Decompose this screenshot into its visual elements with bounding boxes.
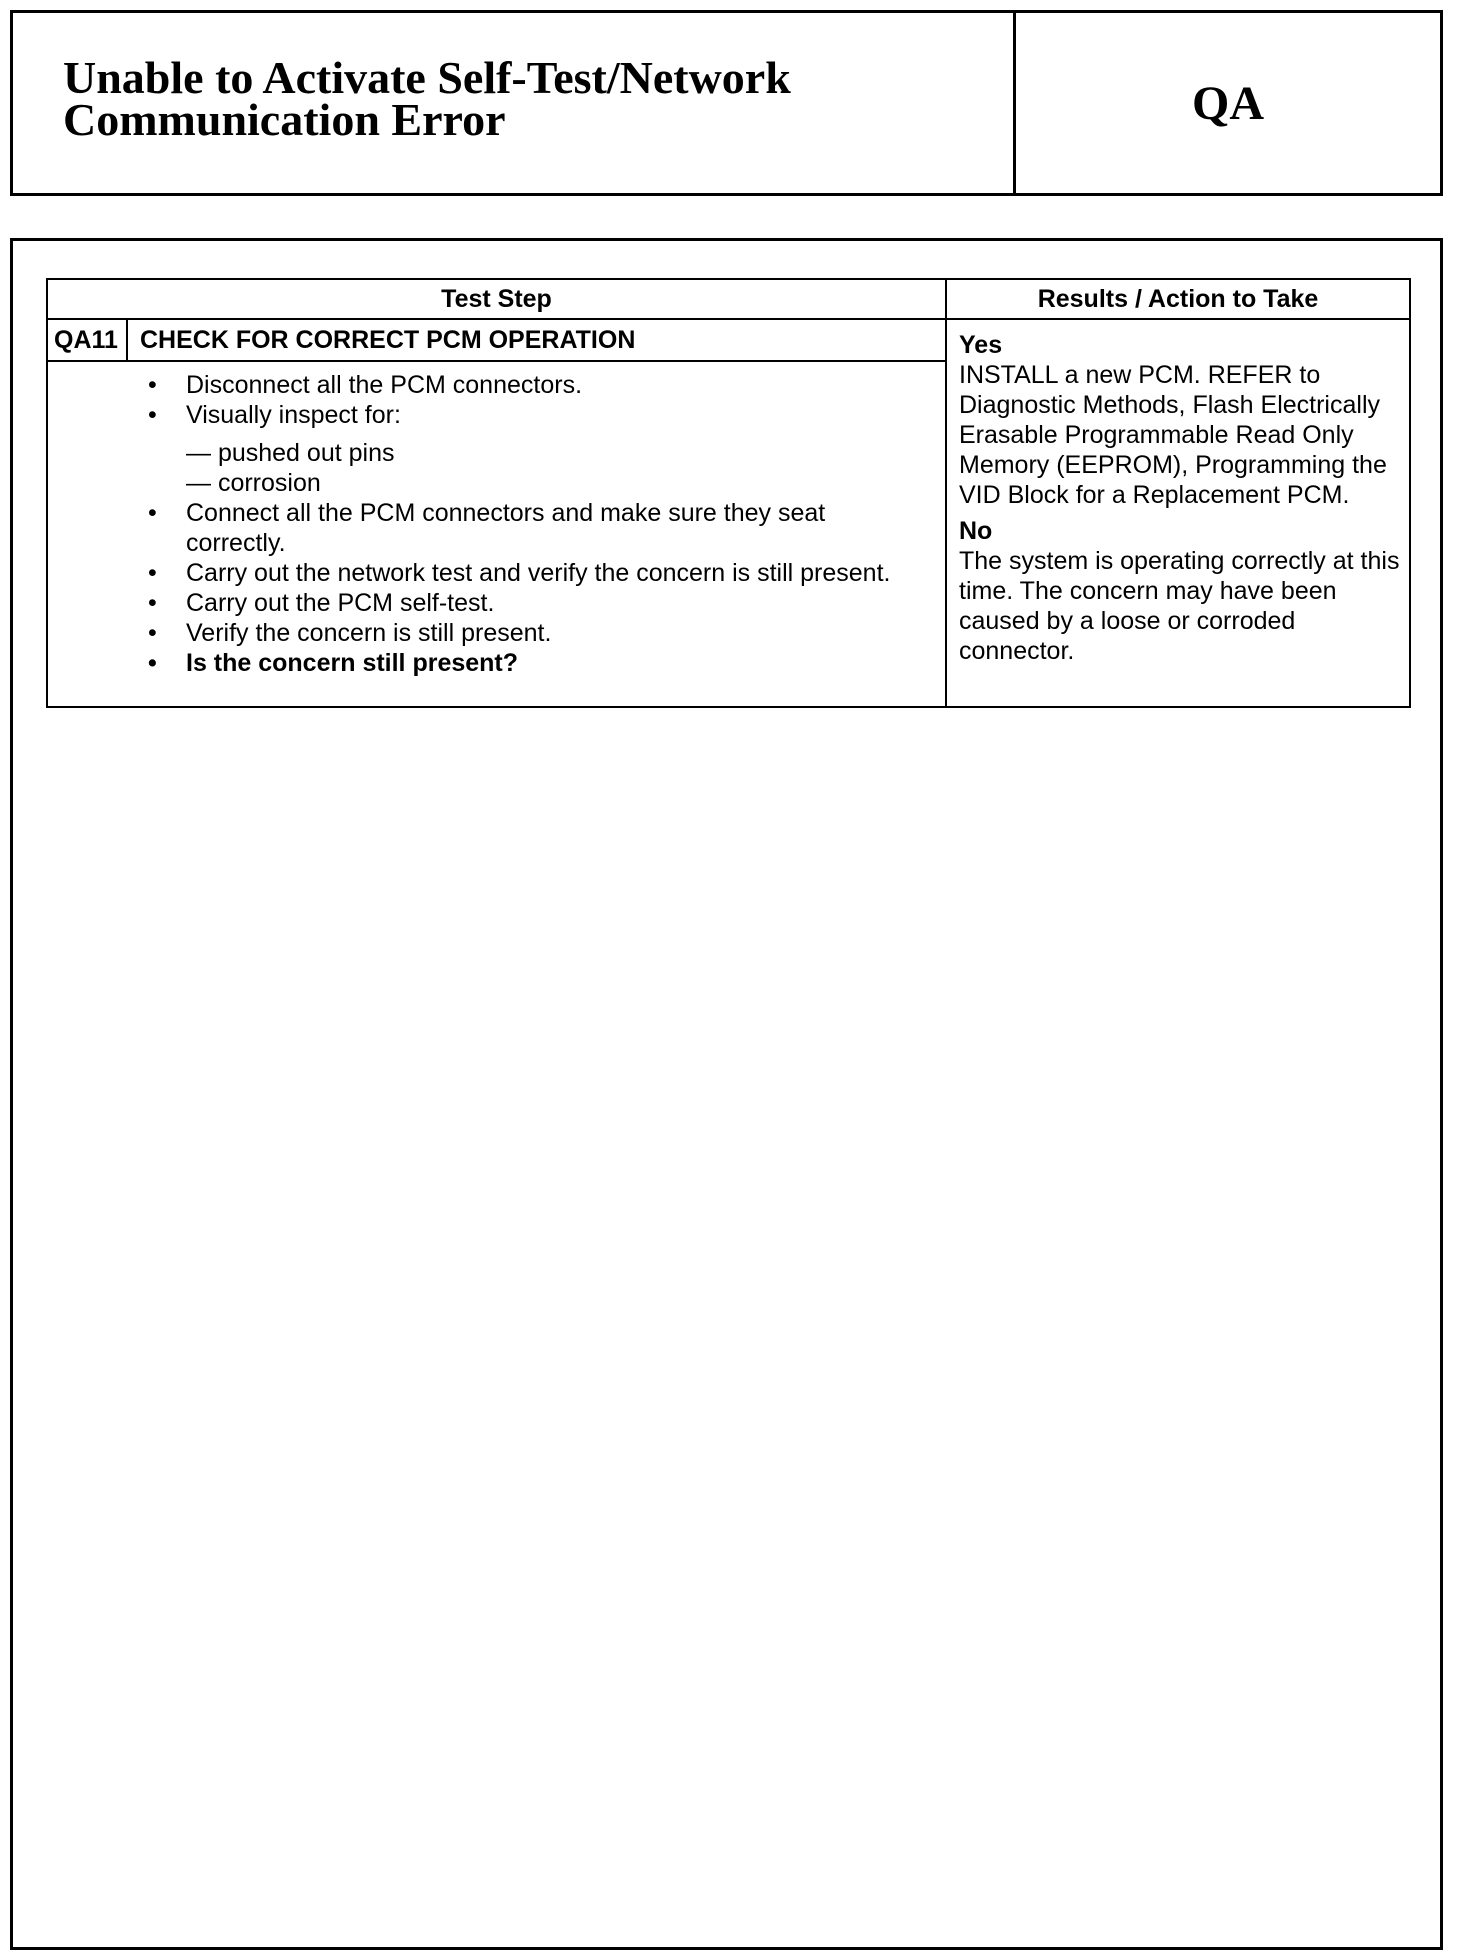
result-no-label: No: [959, 517, 993, 545]
list-item: • Carry out the PCM self-test.: [148, 589, 495, 617]
bullet-icon: •: [148, 649, 157, 677]
bullet-icon: •: [148, 589, 157, 617]
test-step-table: [46, 278, 1411, 708]
bullet-icon: •: [148, 371, 157, 399]
list-item: • Verify the concern is still present.: [148, 619, 552, 647]
result-yes-label: Yes: [959, 331, 1003, 359]
step-heading-row: [47, 319, 1410, 361]
page-title-line1: Unable to Activate Self-Test/Network: [63, 52, 791, 103]
bullet-icon: •: [148, 499, 157, 527]
page-title-line2: Communication Error: [63, 94, 506, 145]
header-title-cell: [13, 13, 1016, 193]
list-item: • Disconnect all the PCM connectors.: [148, 371, 583, 399]
result-no-text: The system is operating correctly at this time. The concern may have been caused by a loose or corroded connector.: [959, 547, 1400, 665]
step-heading: CHECK FOR CORRECT PCM OPERATION: [127, 319, 946, 361]
column-header-test-step: Test Step: [47, 279, 946, 319]
content-box: [10, 238, 1443, 1950]
list-item: • Carry out the network test and verify the concern is still present.: [148, 559, 891, 587]
sub-item: — pushed out pins: [186, 439, 395, 467]
step-id: QA11: [47, 319, 127, 361]
instruction-list: [48, 370, 945, 678]
list-item-question: • Is the concern still present?: [148, 649, 519, 677]
bullet-icon: •: [148, 401, 157, 429]
results-cell: [946, 319, 1410, 707]
step-instructions: [47, 361, 946, 707]
section-code: QA: [1192, 76, 1264, 130]
list-item: • Connect all the PCM connectors and make sure they seat correctly.: [148, 499, 826, 557]
result-yes-text: INSTALL a new PCM. REFER to Diagnostic Methods, Flash Electrically Erasable Programmable Read Only Memory (EEPROM), Programming the VID Block for a Replacement PCM.: [959, 361, 1387, 509]
sub-item: — corrosion: [186, 469, 321, 497]
header-box: [10, 10, 1443, 196]
bullet-icon: •: [148, 619, 157, 647]
list-item: • Visually inspect for:: [148, 401, 401, 429]
table-header-row: [47, 279, 1410, 319]
bullet-icon: •: [148, 559, 157, 587]
sub-list: [48, 438, 945, 498]
page-title: [63, 52, 791, 145]
column-header-results: Results / Action to Take: [946, 279, 1410, 319]
